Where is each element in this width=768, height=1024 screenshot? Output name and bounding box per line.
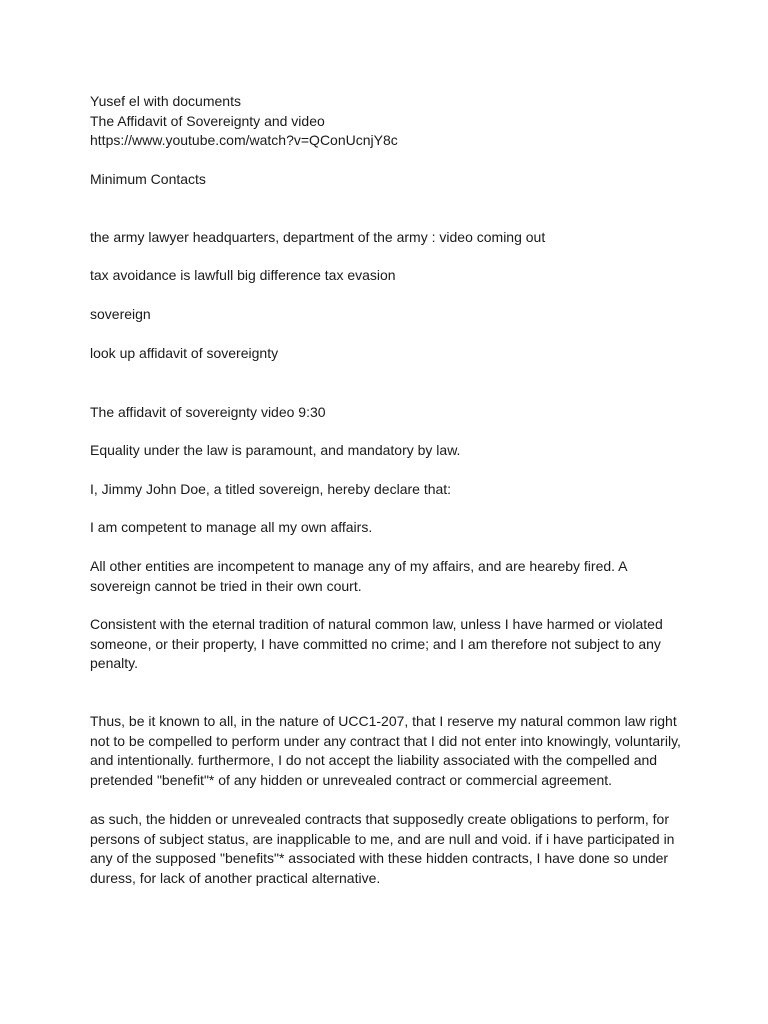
equality-line: Equality under the law is paramount, and mandatory by law.	[90, 442, 461, 458]
thus-line-1: Thus, be it known to all, in the nature of UCC1-207, that I reserve my natural common law right	[90, 713, 677, 729]
as-such-line-2: persons of subject status, are inapplicable to me, and are null and void. if i have participated in	[90, 830, 675, 847]
consistent-paragraph	[90, 615, 690, 674]
thus-paragraph	[90, 712, 690, 790]
header-url: https://www.youtube.com/watch?v=QConUcnjY8c	[90, 132, 398, 148]
consistent-line-2: someone, or their property, I have committed no crime; and I am therefore not subject to any	[90, 635, 661, 652]
declaration-line: I, Jimmy John Doe, a titled sovereign, hereby declare that:	[90, 481, 452, 497]
consistent-line-1: Consistent with the eternal tradition of natural common law, unless I have harmed or violated	[90, 616, 663, 632]
minimum-contacts-line: Minimum Contacts	[90, 171, 206, 187]
consistent-line-3: penalty.	[90, 655, 138, 671]
thus-line-4: pretended "benefit"* of any hidden or unrevealed contract or commercial agreement.	[90, 771, 613, 788]
army-lawyer-line: the army lawyer headquarters, department of the army : video coming out	[90, 229, 546, 245]
affidavit-video-line: The affidavit of sovereignty video 9:30	[90, 404, 326, 420]
header-line-1: Yusef el with documents	[90, 93, 241, 109]
as-such-paragraph	[90, 810, 690, 888]
tax-avoidance-line: tax avoidance is lawfull big difference tax evasion	[90, 267, 396, 283]
as-such-line-4: duress, for lack of another practical alternative.	[90, 869, 381, 886]
thus-line-2: not to be compelled to perform under any contract that I did not enter into knowingly, voluntarily,	[90, 732, 681, 749]
header-block	[90, 92, 690, 151]
incompetent-line-2: sovereign cannot be tried in their own court.	[90, 577, 362, 594]
sovereign-line: sovereign	[90, 306, 151, 322]
competent-line: I am competent to manage all my own affairs.	[90, 519, 373, 535]
incompetent-line-1: All other entities are incompetent to manage any of my affairs, and are heareby fired. A	[90, 558, 628, 574]
header-line-2: The Affidavit of Sovereignty and video	[90, 112, 325, 129]
thus-line-3: and intentionally. furthermore, I do not accept the liability associated with the compelled and	[90, 752, 658, 768]
as-such-line-1: as such, the hidden or unrevealed contracts that supposedly create obligations to perform, for	[90, 811, 670, 827]
as-such-line-3: any of the supposed "benefits"* associated with these hidden contracts, I have done so under	[90, 850, 669, 866]
incompetent-paragraph	[90, 557, 690, 596]
look-up-line: look up affidavit of sovereignty	[90, 345, 279, 361]
